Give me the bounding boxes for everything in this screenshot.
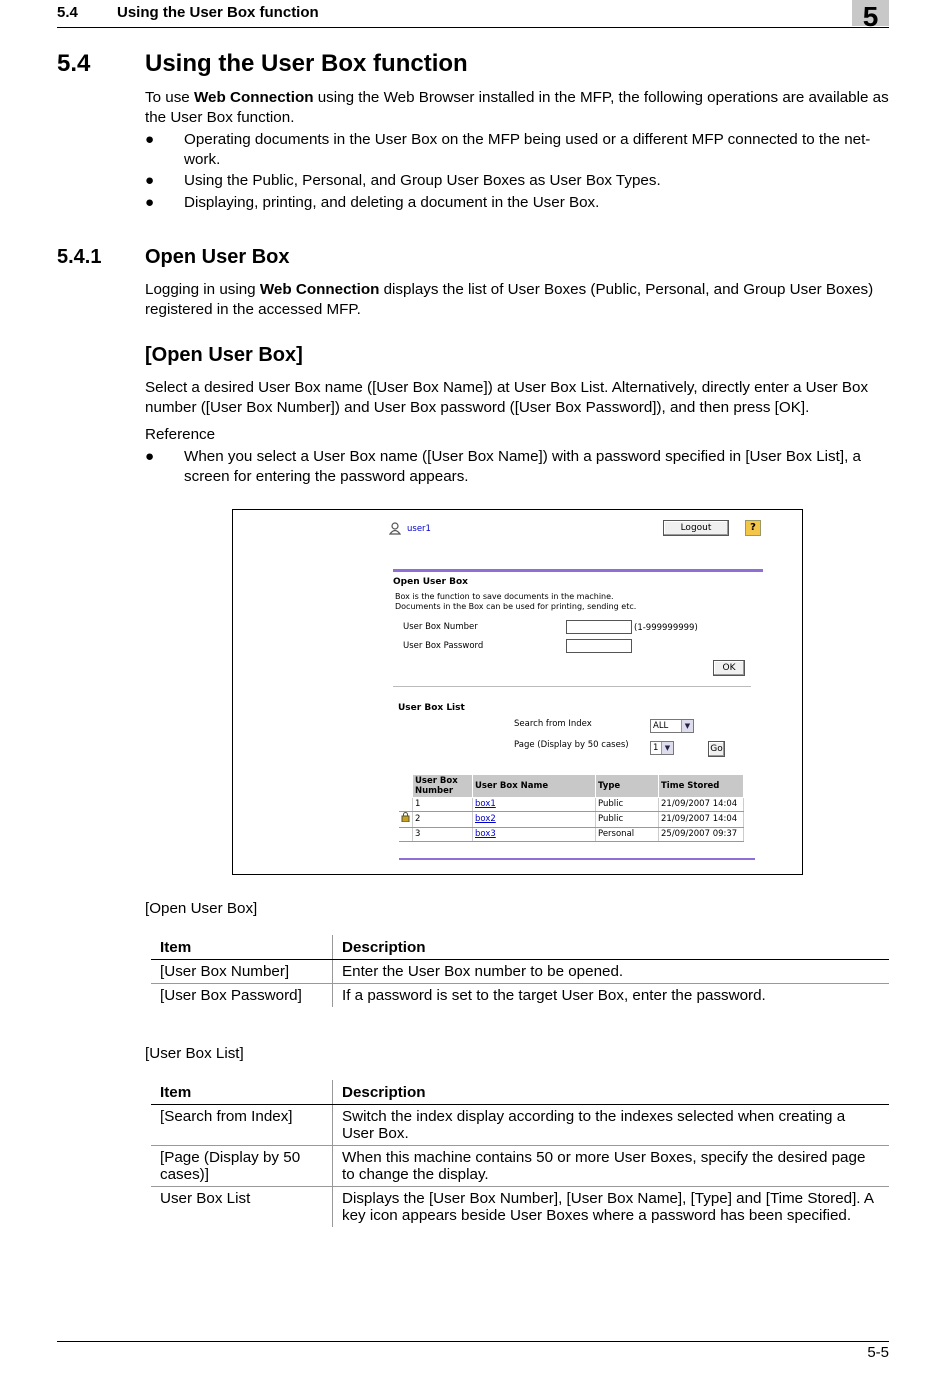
- running-header-section: 5.4: [57, 4, 78, 21]
- box-time: 21/09/2007 14:04: [659, 812, 744, 828]
- table-header-row: [151, 935, 889, 960]
- table-row: [151, 960, 889, 984]
- box-type: Personal: [596, 828, 659, 842]
- user-box-number-hint: (1-999999999): [634, 623, 698, 633]
- bullet-text: Using the Public, Personal, and Group User Boxes as User Box Types.: [184, 172, 661, 189]
- user-box-list-table: [151, 1080, 889, 1227]
- open-user-box-body: Select a desired User Box name ([User Box Name]) at User Box List. Alternatively, directly enter a User Box number ([User Box Number]) and User Box password ([User Box Password]), and then press [OK].: [145, 379, 869, 416]
- box-name-link[interactable]: box1: [475, 799, 496, 809]
- chapter-number: 5: [862, 1, 879, 32]
- page-label: Page (Display by 50 cases): [514, 740, 629, 750]
- ok-button[interactable]: OK: [713, 660, 745, 676]
- table-row: [151, 1105, 889, 1146]
- lock-cell: [399, 828, 413, 842]
- footer-rule: [57, 1341, 889, 1342]
- section-intro: To use Web Connection using the Web Browser installed in the MFP, the following operations are available as the User Box function.: [145, 89, 889, 126]
- description-cell: Switch the index display according to the indexes selected when creating a User Box.: [333, 1105, 890, 1146]
- item-cell: [User Box Number]: [151, 960, 333, 984]
- lock-icon: [401, 815, 410, 825]
- table-row[interactable]: [399, 812, 744, 828]
- help-icon[interactable]: ?: [745, 520, 761, 536]
- bullet-item: [145, 130, 890, 170]
- item-cell: User Box List: [151, 1187, 333, 1228]
- column-header: User Box Number: [413, 775, 473, 798]
- table-row: [151, 1146, 889, 1187]
- lock-cell: [399, 798, 413, 812]
- user-icon: [389, 522, 401, 538]
- web-connection-term: Web Connection: [193, 89, 314, 106]
- bullet-dot: ●: [145, 131, 155, 148]
- web-connection-screenshot: [232, 509, 803, 875]
- web-connection-term: Web Connection: [259, 281, 380, 298]
- column-header: Time Stored: [659, 775, 744, 798]
- column-header: Item: [151, 1080, 333, 1105]
- description-cell: When this machine contains 50 or more User Boxes, specify the desired page to change the display.: [333, 1146, 890, 1187]
- bullet-item: [145, 193, 890, 213]
- panel-divider: [393, 686, 751, 687]
- box-time: 25/09/2007 09:37: [659, 828, 744, 842]
- lock-cell: [399, 812, 413, 828]
- table-caption: [User Box List]: [145, 1045, 244, 1062]
- bullet-text: Displaying, printing, and deleting a document in the User Box.: [184, 194, 600, 211]
- open-user-box-table: [151, 935, 889, 1007]
- header-rule: [57, 27, 889, 28]
- box-number: 2: [413, 812, 473, 828]
- item-cell: [User Box Password]: [151, 984, 333, 1008]
- bullet-dot: ●: [145, 194, 155, 211]
- chevron-down-icon: ▼: [661, 742, 673, 754]
- user-name-link[interactable]: user1: [407, 524, 431, 534]
- box-type: Public: [596, 798, 659, 812]
- running-header-title: Using the User Box function: [117, 4, 319, 21]
- list-bottom-rule: [399, 858, 755, 860]
- user-box-table: [399, 774, 744, 842]
- section-number: 5.4: [57, 50, 91, 77]
- table-header-row: [399, 775, 744, 798]
- bullet-dot: ●: [145, 172, 155, 189]
- column-header: Item: [151, 935, 333, 960]
- page-select[interactable]: 1 ▼: [650, 741, 674, 755]
- description-cell: Enter the User Box number to be opened.: [333, 960, 890, 984]
- logout-button[interactable]: Logout: [663, 520, 729, 536]
- column-header: Description: [333, 1080, 890, 1105]
- column-header: Type: [596, 775, 659, 798]
- go-button[interactable]: Go: [708, 741, 725, 757]
- open-user-box-heading: [Open User Box]: [145, 344, 303, 366]
- user-box-password-label: User Box Password: [403, 641, 484, 651]
- item-cell: [Page (Display by 50 cases)]: [151, 1146, 333, 1187]
- column-header: Description: [333, 935, 890, 960]
- box-name-link[interactable]: box3: [475, 829, 496, 839]
- box-type: Public: [596, 812, 659, 828]
- page-number: 5-5: [867, 1344, 889, 1361]
- column-header: User Box Name: [473, 775, 596, 798]
- box-number: 3: [413, 828, 473, 842]
- bullet-item: [145, 171, 890, 191]
- bullet-dot: ●: [145, 448, 155, 465]
- panel-description-1: Box is the function to save documents in the machine.: [395, 592, 614, 601]
- bullet-text: When you select a User Box name ([User Box Name]) with a password specified in [User Box List], a screen for entering the password appears.: [184, 448, 861, 485]
- panel-description-2: Documents in the Box can be used for printing, sending etc.: [395, 602, 637, 611]
- user-box-number-label: User Box Number: [403, 622, 478, 632]
- reference-label: Reference: [145, 426, 216, 443]
- bullet-text: Operating documents in the User Box on the MFP being used or a different MFP connected to the net-work.: [184, 131, 871, 168]
- table-header-row: [151, 1080, 889, 1105]
- search-index-select[interactable]: ALL ▼: [650, 719, 694, 733]
- table-row: [151, 984, 889, 1008]
- panel-title: Open User Box: [393, 577, 468, 587]
- table-row[interactable]: [399, 798, 744, 812]
- box-name-link[interactable]: box2: [475, 814, 496, 824]
- user-box-number-input[interactable]: [566, 620, 632, 634]
- subsection-title: Open User Box: [145, 246, 290, 268]
- reference-bullet: [145, 447, 890, 487]
- table-caption: [Open User Box]: [145, 900, 258, 917]
- search-index-label: Search from Index: [514, 719, 592, 729]
- subsection-intro: Logging in using Web Connection displays the list of User Boxes (Public, Personal, and Group User Boxes) registered in the accessed MFP.: [145, 281, 874, 318]
- panel-rule: [393, 569, 763, 572]
- table-row: [151, 1187, 889, 1228]
- description-cell: Displays the [User Box Number], [User Box Name], [Type] and [Time Stored]. A key icon appears beside User Boxes where a password has been specified.: [333, 1187, 890, 1228]
- lock-column-header: [399, 775, 413, 798]
- box-time: 21/09/2007 14:04: [659, 798, 744, 812]
- table-row[interactable]: [399, 828, 744, 842]
- subsection-number: 5.4.1: [57, 246, 102, 268]
- chevron-down-icon: ▼: [681, 720, 693, 732]
- user-box-list-title: User Box List: [398, 703, 465, 713]
- box-number: 1: [413, 798, 473, 812]
- description-cell: If a password is set to the target User Box, enter the password.: [333, 984, 890, 1008]
- section-title: Using the User Box function: [145, 50, 468, 77]
- user-box-password-input[interactable]: [566, 639, 632, 653]
- item-cell: [Search from Index]: [151, 1105, 333, 1146]
